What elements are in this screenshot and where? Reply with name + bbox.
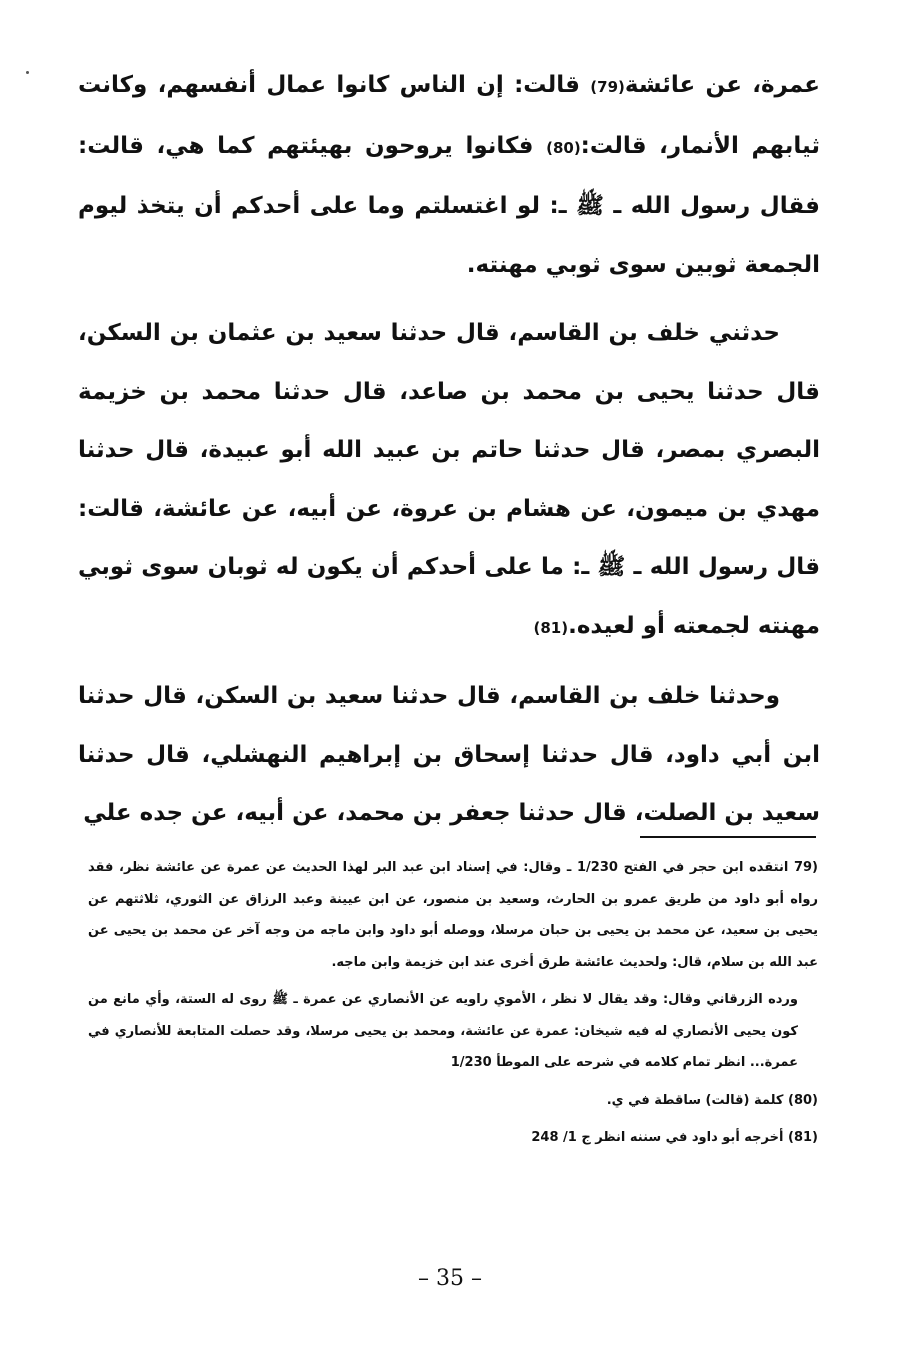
text-segment: وحدثنا خلف بن القاسم، قال حدثنا سعيد بن السكن، قال حدثنا ابن أبي داود، قال حدثنا إسحاق بن إبراهيم النهشلي، قال حدثنا سعيد بن الصلت، قال حدثنا جعفر بن محمد، عن أبيه، عن جده علي <box>78 683 820 826</box>
footnote-reference: (80) <box>546 138 581 157</box>
paragraph <box>78 304 820 657</box>
footnote <box>88 1085 818 1117</box>
footnote <box>88 1122 818 1154</box>
footnote-number: (79 <box>793 860 818 875</box>
footnote-text: أخرجه أبو داود في سننه انظر ج 1/ 248 <box>531 1130 788 1145</box>
footnote-reference: (81) <box>533 618 569 637</box>
footnote-number: (80) <box>788 1092 818 1108</box>
footnote-text: انتقده ابن حجر في الفتح 1/230 ـ وقال: في إسناد ابن عبد البر لهذا الحديث عن عمرة عن عائشة نظر، فقد رواه أبو داود من طريق عمرو بن الحارث، وسعيد بن منصور، عن ابن عيينة وعبد الرزاق عن الثوري، ثلاثتهم عن يحيى بن سعيد، عن محمد بن يحيى بن حبان مرسلا، ووصله أبو داود وابن ماجه من وجه آخر عن محمد بن يحيى عن عبد الله بن سلام، قال: ولحديث عائشة طرق أخرى عند ابن خزيمة وابن ماجه. <box>88 860 818 970</box>
main-text-body <box>78 56 820 853</box>
footnote-reference: (79) <box>590 78 625 96</box>
footnotes <box>88 852 818 1160</box>
page-number: – 35 – <box>418 1266 482 1291</box>
footnote-text: ورده الزرقاني وقال: وقد يقال لا نظر ، الأموي راويه عن الأنصاري عن عمرة ـ ﷺ روى له الستة، وأي مانع من كون يحيى الأنصاري له فيه شيخان: عمرة عن عائشة، ومحمد بن يحيى مرسلا، وقد حصلت المتابعة للأنصاري في عمرة... انظر تمام كلامه في شرحه على الموطأ 1/230 <box>88 992 798 1070</box>
footnote-separator <box>640 836 816 838</box>
scan-speck <box>26 71 29 74</box>
paragraph <box>78 667 820 843</box>
footnote <box>88 852 818 978</box>
paragraph <box>78 56 820 294</box>
text-segment: فكانوا يروحون بهيئتهم كما هي، قالت: فقال رسول الله ـ ﷺ ـ: لو اغتسلتم وما على أحدكم أن يتخذ ليوم الجمعة ثوبين سوى ثوبي مهنته. <box>78 132 820 278</box>
footnote-text: كلمة (قالت) ساقطة في ي. <box>606 1092 788 1108</box>
footnote <box>88 984 818 1079</box>
text-segment: حدثني خلف بن القاسم، قال حدثنا سعيد بن عثمان بن السكن، قال حدثنا يحيى بن محمد بن صاعد، قال حدثنا محمد بن خزيمة البصري بمصر، قال حدثنا حاتم بن عبيد الله أبو عبيدة، قال حدثنا مهدي بن ميمون، عن هشام بن عروة، عن أبيه، عن عائشة، قالت: قال رسول الله ـ ﷺ ـ: ما على أحدكم أن يكون له ثوبان سوى ثوبي مهنته لجمعته أو لعيده. <box>78 320 820 639</box>
text-segment: قالت: إن الناس كانوا عمال أنفسهم، وكانت ثيابهم الأنمار، قالت: <box>78 72 820 159</box>
text-segment: عمرة، عن عائشة <box>624 72 820 98</box>
footnote-number: (81) <box>788 1130 818 1145</box>
